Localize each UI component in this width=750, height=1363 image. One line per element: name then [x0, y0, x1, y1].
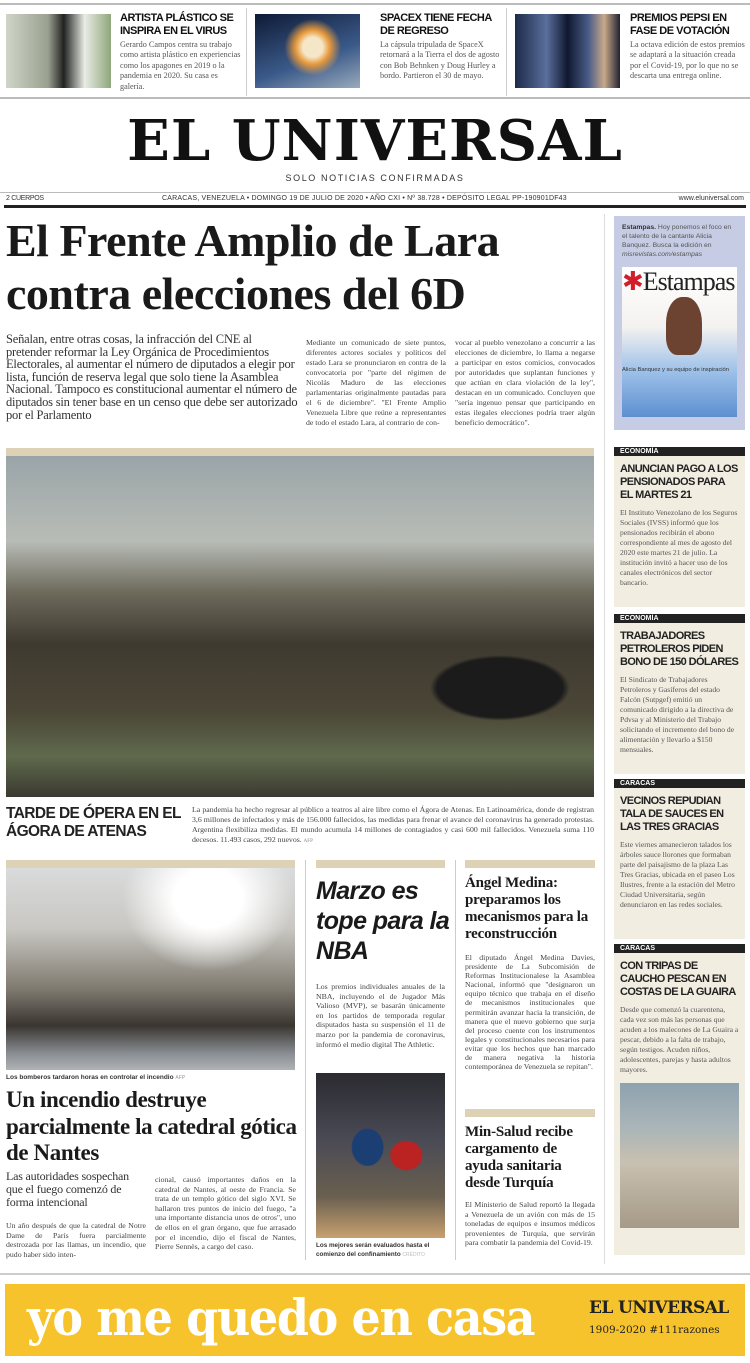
teaser-title: PREMIOS PEPSI EN FASE DE VOTACIÓN [630, 12, 730, 37]
teaser-bottom-rule [0, 97, 750, 99]
divider [305, 860, 306, 1260]
divider [246, 8, 247, 96]
teaser-spacex[interactable] [250, 0, 506, 97]
photo-credit: AFP [175, 1075, 186, 1081]
nba-body: Los premios individuales anuales de la NBA, incluyendo el de Jugador Más Valioso (MVP), se basarán únicamente en los partidos de temporada regular disputados hasta su suspensión el 11 de marzo por la pandemia de coronavirus, informó el medio digital The Athletic. [316, 982, 445, 1049]
nba-caption [316, 1241, 445, 1260]
spacex-photo [255, 14, 360, 88]
teaser-title: ARTISTA PLÁSTICO SE INSPIRA EN EL VIRUS [120, 12, 234, 37]
masthead-logo: EL UNIVERSAL [127, 108, 623, 174]
section-label: CARACAS [614, 779, 745, 788]
section-bar [316, 860, 445, 868]
estampas-blurb: Hoy ponemos el foco en el talento de la cantante Alicia Banquez. Busca la edición en [622, 224, 732, 249]
sidebar-story[interactable] [614, 447, 745, 607]
sidebar-headline: TRABAJADORES PETROLEROS PIDEN BONO DE 150 DÓLARES [620, 630, 739, 668]
dateline-sections: 2 CUERPOS [6, 195, 44, 202]
banner-slogan: yo me quedo en casa [27, 1288, 535, 1347]
sidebar-story[interactable] [614, 779, 745, 939]
section-bar [6, 860, 295, 868]
estampas-text [622, 223, 737, 259]
sidebar-story[interactable] [614, 944, 745, 1255]
section-bar [6, 448, 594, 456]
banner-brand: EL UNIVERSAL [589, 1298, 729, 1318]
athens-opera-photo [6, 456, 594, 797]
section-label: ECONOMÍA [614, 614, 745, 623]
section-bar [465, 1109, 595, 1117]
cover-title: Estampas [642, 267, 735, 296]
teaser-pepsi[interactable] [510, 0, 750, 97]
divider [506, 8, 507, 96]
nantes-body-col2: cional, causó importantes daños en la catedral de Nantes, al oeste de Francia. Se trata de un templo gótico del siglo XVI. Se hallaron tres puntos de inicio del fuego, "a una importante distancia unos de otros", uno de ellos en el gran órgano, que fue arrasado por el incendio, dijo el fiscal de Nantes, Pierre Sennès, a cargo del caso. [155, 1175, 296, 1252]
stay-home-banner[interactable] [5, 1284, 745, 1356]
nba-headline: Marzo es tope para la NBA [316, 877, 450, 965]
cover-line: Alicia Banquez y su equipo de inspiración [622, 367, 729, 373]
teaser-text: Gerardo Campos centra su trabajo como artista plástico en experiencias como los apagones en 2019 o la pandemia en 2020. Su casa es galería. [120, 40, 241, 91]
nantes-cathedral-photo [6, 868, 295, 1070]
estampas-cover [622, 267, 737, 417]
estampas-promo[interactable] [614, 216, 745, 430]
divider [455, 860, 456, 1260]
website-link[interactable]: www.eluniversal.com [678, 195, 744, 202]
pepsi-photo [515, 14, 620, 88]
sidebar-story[interactable] [614, 614, 745, 774]
nantes-caption [6, 1074, 185, 1081]
dateline: CARACAS, VENEZUELA • DOMINGO 19 DE JULIO DE 2020 • AÑO CXI • Nº 38.728 • DEPÓSITO LEGAL PP-190901DF43 [162, 195, 567, 202]
section-label: ECONOMÍA [614, 447, 745, 456]
sidebar-text: Desde que comenzó la cuarentena, cada vez son más las personas que acuden a los malecones de La Guaira a pescar, debido a la falta de trabajo, según testigos. Acuden niños, adolescentes, parejas y hasta adultos mayores. [620, 1005, 739, 1074]
caption-text: Los bomberos tardaron horas en controlar el incendio [6, 1074, 174, 1081]
masthead-tagline: SOLO NOTICIAS CONFIRMADAS [285, 173, 465, 183]
teaser-text: La cápsula tripulada de SpaceX retornará a la Tierra el dos de agosto con Bob Behnken y Doug Hurley a bordo. Partieron el 30 de mayo. [380, 40, 500, 81]
photo-credit: AFP [303, 839, 313, 844]
minsalud-headline: Min-Salud recibe cargamento de ayuda sanitaria desde Turquía [465, 1124, 573, 1191]
section-bar [465, 860, 595, 868]
photo-story-text [192, 805, 594, 847]
medina-headline: Ángel Medina: preparamos los mecanismos para la reconstrucción [465, 875, 589, 942]
sidebar-headline: CON TRIPAS DE CAUCHO PESCAN EN COSTAS DE LA GUAIRA [620, 960, 736, 998]
rule [0, 192, 750, 193]
nba-photo [316, 1073, 445, 1238]
lead-body-col2: vocar al pueblo venezolano a concurrir a las elecciones de diciembre, lo llama a negarse a participar en estos comicios, convocados por autoridades que suplantan funciones y que actúan en clara violación de la ley", destacan en un comunicado. Concluyen que "sería ingenuo pensar que participando en estas ilegales elecciones podría traer algún beneficio democrático". [455, 338, 595, 427]
sidebar-headline: VECINOS REPUDIAN TALA DE SAUCES EN LAS TRES GRACIAS [620, 795, 724, 833]
divider [604, 214, 605, 1264]
nantes-headline: Un incendio destruye parcialmente la catedral gótica de Nantes [6, 1087, 297, 1165]
estampas-link[interactable]: misrevistas.com/estampas [622, 251, 703, 258]
photo-credit: CRÉDITO [402, 1252, 425, 1258]
estampas-brand: Estampas. [622, 224, 657, 231]
fishing-photo [620, 1083, 739, 1228]
section-label: CARACAS [614, 944, 745, 953]
cover-model [666, 297, 702, 355]
teaser-title: SPACEX TIENE FECHA DE REGRESO [380, 12, 492, 37]
nantes-body-col1: Un año después de que la catedral de Notre Dame de París fuera parcialmente destrozada por las llamas, un incendio, que pudo haber sido inten- [6, 1221, 146, 1259]
sidebar-headline: ANUNCIAN PAGO A LOS PENSIONADOS PARA EL MARTES 21 [620, 463, 738, 501]
nantes-deck: Las autoridades sospechan que el fuego comenzó de forma intencional [6, 1169, 129, 1209]
sidebar-text: El Instituto Venezolano de los Seguros Sociales (IVSS) informó que los pensionados recibirán el abono correspondiente al mes de agosto del 2020 este martes 21 de julio. La institución invitó a hacer uso de los canales electrónicos del sector bancario. [620, 508, 738, 587]
estampas-star-icon: ✱ [622, 267, 643, 296]
medina-body: El diputado Ángel Medina Davies, presidente de La Subcomisión de Reformas Institucionalese la Asamblea Nacional, informó que "designaron un equipo técnico que trabaja en el diseño de mecanismos institucionales que permitirán avanzar hacia la transición, de manera que el nuevo gobierno que surja del proceso cuente con los instrumentos legales y constitucionales necesarios para evitar que los hechos que han marcado de manera negativa la historia contemporánea de Venezuela se repitan". [465, 953, 595, 1072]
rule [0, 1273, 750, 1275]
photo-story-headline: TARDE DE ÓPERA EN EL ÁGORA DE ATENAS [6, 805, 181, 840]
thick-rule [4, 205, 746, 208]
caption-text: Los mejores serán evaluados hasta el comienzo del confinamiento [316, 1242, 430, 1258]
photo-story-body: La pandemia ha hecho regresar al público a teatros al aire libre como el Ágora de Atenas. En Latinoamérica, donde de registran 3,6 millones de infectados y más de 156.000 fallecidos, las medidas para frenar el avance del coronavirus ha generado protestas. Argentina flexibiliza medidas. El mundo acumula 14 millones de contagiados y casi 600 mil fallecidos. Venezuela suma 110 decesos. 11.493 casos, 292 nuevos. [192, 805, 594, 844]
banner-sub: 1909-2020 #111razones [589, 1324, 720, 1336]
teaser-artista[interactable] [0, 0, 246, 97]
teaser-text: La octava edición de estos premios se adaptará a la situación creada por el Covid-19, por lo que no se descarta una entrega online. [630, 40, 745, 81]
artist-photo [6, 14, 111, 88]
lead-headline: El Frente Amplio de Lara contra elecciones del 6D [6, 215, 500, 319]
lead-deck: Señalan, entre otras cosas, la infracción del CNE al pretender reformar la Ley Orgánica de Procedimientos Electorales, al aumentar el número de diputados a elegir por lista, función de reserva legal que solo tiene la Asamblea Nacional. Tampoco es constitucional aumentar el número de diputados sin tener base en un censo que debe ser autorizado por el Parlamento [6, 332, 298, 422]
lead-body-col1: Mediante un comunicado de siete puntos, diferentes actores sociales y políticos del estado Lara se pronunciaron en contra de la convocatoria por "parte del régimen de Nicolás Maduro de las elecciones parlamentarias originalmente pautadas para el 6 de diciembre". "El Frente Amplio Venezuela Libre que reúne a representantes de todo el estado Lara, al contrario de con- [306, 338, 446, 427]
sidebar-text: El Sindicato de Trabajadores Petroleros y Gasíferos del estado Falcón (Sutpgef) emitió un comunicado dirigido a la directiva de Pdvsa y al Ministerio del Trabajo solicitando el incremento del bono de alimentación y llevarlo a $150 mensuales. [620, 675, 735, 754]
minsalud-body: El Ministerio de Salud reportó la llegada a Venezuela de un avión con más de 15 toneladas de equipos e insumos médicos provenientes de Turquía, que servirán para combatir la pandemia del Covid-19. [465, 1200, 595, 1248]
sidebar-text: Este viernes amanecieron talados los árboles sauce llorones que formaban parte del paisajismo de la plaza Las Tres Gracias, ubicada en el paseo Los Ilustres, frente a la estación del Metro Ciudad Universitaria, según denunciaron en las redes sociales. [620, 840, 735, 909]
